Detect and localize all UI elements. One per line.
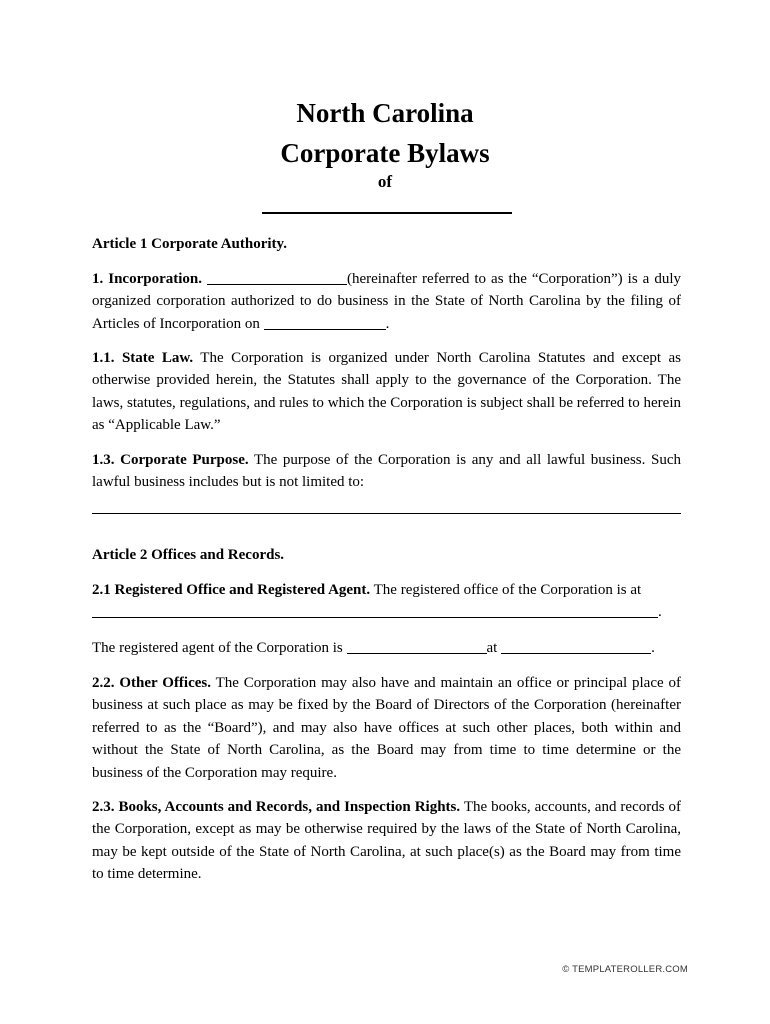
registered-agent-text: The registered agent of the Corporation is (92, 640, 347, 656)
corporation-name-blank[interactable] (262, 212, 512, 214)
document-title-line1: North Carolina (296, 98, 474, 128)
section-2-1-heading: 2.1 Registered Office and Registered Agent. (92, 582, 371, 598)
registered-agent-address-blank[interactable] (501, 638, 651, 654)
section-1-3-text: The purpose of the Corporation is any and all lawful business. Such lawful business includes but is not limited to: (92, 452, 681, 491)
registered-office-blank[interactable] (92, 602, 658, 618)
copyright-footer: © TEMPLATEROLLER.COM (562, 964, 688, 975)
corporate-purpose-blank[interactable] (92, 513, 681, 514)
incorporation-name-blank[interactable] (207, 269, 347, 285)
section-2-2-heading: 2.2. Other Offices. (92, 675, 212, 691)
section-2-3-text: The books, accounts, and records of the Corporation, except as may be otherwise required by the laws of the State of North Carolina, may be kept outside of the State of North Carolina, at such place(s) as the Board may from time to time determine. (92, 799, 681, 883)
section-1-text: (hereinafter referred to as the “Corporation”) is a duly organized corporation authorized to do business in the State of North Carolina by the filing of Articles of Incorporation on (92, 271, 681, 332)
document-title-line2: Corporate Bylaws (280, 138, 490, 168)
section-1-3-heading: 1.3. Corporate Purpose. (92, 452, 249, 468)
section-2-2-text: The Corporation may also have and maintain an office or principal place of business at such place as may be fixed by the Board of Directors of the Corporation (hereinafter referred to as the “Board”), and may also have offices at such other places, both within and without the State of North Carolina, as the Board may from time to time determine or the business of the Corporation may require. (92, 675, 682, 781)
incorporation-date-blank[interactable] (264, 314, 386, 330)
registered-agent-line: The registered agent of the Corporation is at . (92, 640, 655, 656)
section-2-1-registered-office: 2.1 Registered Office and Registered Agent. The registered office of the Corporation is at . (92, 582, 662, 621)
section-1-1-state-law (92, 347, 681, 437)
section-1-incorporation: 1. Incorporation. (hereinafter referred to as the “Corporation”) is a duly organized corporation authorized to do business in the State of North Carolina by the filing of Articles of Incorporation on . (92, 271, 681, 332)
section-2-2-other-offices (92, 672, 681, 784)
section-1-1-heading: 1.1. State Law. (92, 350, 194, 366)
section-1-heading: 1. Incorporation. (92, 271, 202, 287)
article1-heading: Article 1 Corporate Authority. (92, 236, 287, 252)
article2-heading: Article 2 Offices and Records. (92, 547, 285, 563)
registered-agent-name-blank[interactable] (347, 638, 487, 654)
section-2-1-text: The registered office of the Corporation is at (370, 582, 642, 598)
document-of: of (377, 172, 393, 191)
section-1-1-text: The Corporation is organized under North Carolina Statutes and except as otherwise provided herein, the Statutes shall apply to the governance of the Corporation. The laws, statutes, regulations, and rules to which the Corporation is subject shall be referred to herein as “Applicable Law.” (92, 350, 682, 434)
section-2-3-heading: 2.3. Books, Accounts and Records, and Inspection Rights. (92, 799, 461, 815)
section-1-3-corporate-purpose (92, 449, 681, 494)
section-2-3-books-records (92, 796, 681, 886)
